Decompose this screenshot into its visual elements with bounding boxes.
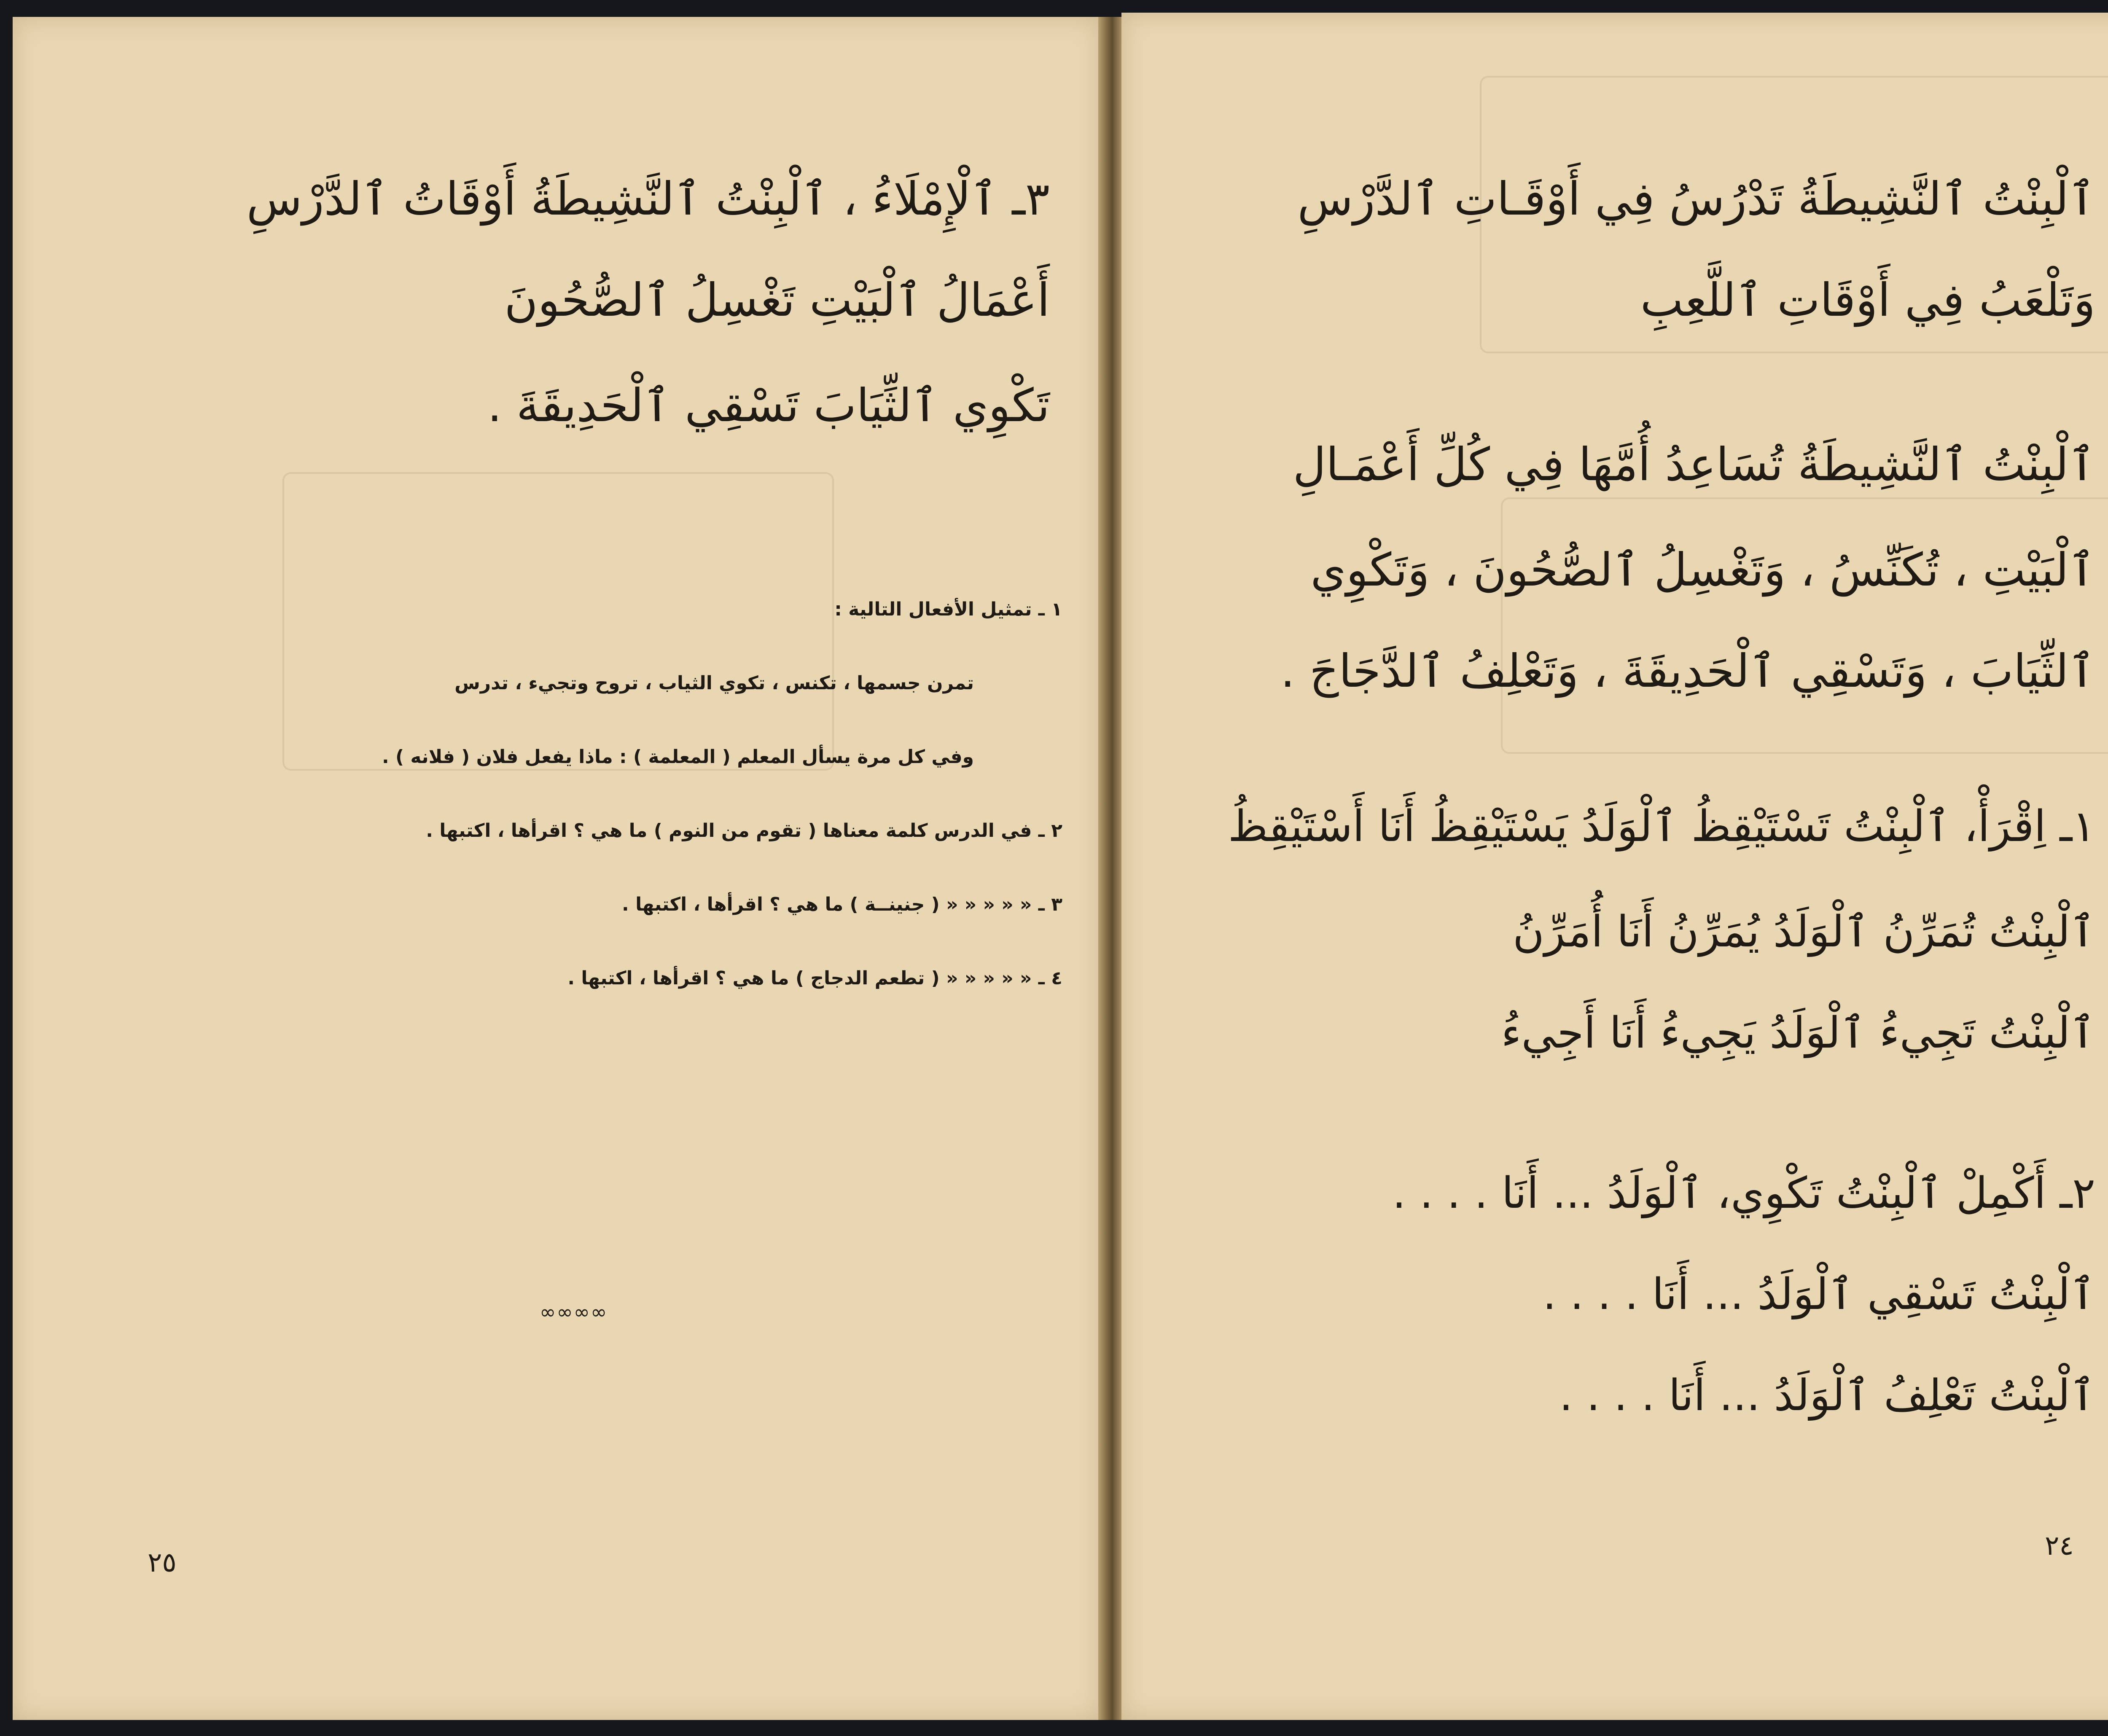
page-number-right: ٢٤: [2045, 1530, 2074, 1561]
dictation-line-1: ٣ـ ٱلْإِمْلَاءُ ، ٱلْبِنْتُ ٱلنَّشِيطَةُ أَوْقَاتُ ٱلدَّرْسِ: [246, 173, 1050, 226]
faded-illustration: [282, 472, 834, 771]
exercise-complete-line-1: ٢ـ أَكْمِلْ ٱلْبِنْتُ تَكْوِي، ٱلْوَلَدُ ... أَنَا . . . .: [1392, 1168, 2095, 1218]
exercise-read-line-1: ١ـ اِقْرَأْ، ٱلْبِنْتُ تَسْتَيْقِظُ ٱلْوَلَدُ يَسْتَيْقِظُ أَنَا أَسْتَيْقِظُ: [1228, 801, 2095, 852]
paragraph-2-line-3: ٱلثِّيَابَ ، وَتَسْقِي ٱلْحَدِيقَةَ ، وَتَعْلِفُ ٱلدَّجَاجَ .: [1280, 645, 2095, 698]
exercise-complete-line-3: ٱلْبِنْتُ تَعْلِفُ ٱلْوَلَدُ ... أَنَا . . . .: [1559, 1371, 2095, 1421]
exercise-read-line-3: ٱلْبِنْتُ تَجِيءُ ٱلْوَلَدُ يَجِيءُ أَنَا أَجِيءُ: [1501, 1008, 2095, 1058]
exercise-1-heading: ١ ـ تمثيل الأفعال التالية :: [834, 599, 1062, 620]
paragraph-1-line-2: وَتَلْعَبُ فِي أَوْقَاتِ ٱللَّعِبِ: [1640, 274, 2095, 327]
faded-illustration: [1501, 497, 2108, 754]
exercise-3: ٣ ـ « « « « « ( جنينــة ) ما هي ؟ اقرأها ، اكتبها .: [622, 894, 1062, 915]
book-gutter: [1098, 17, 1124, 1720]
dictation-line-3: تَكْوِي ٱلثِّيَابَ تَسْقِي ٱلْحَدِيقَةَ .: [487, 379, 1050, 432]
ornament-divider: ∞∞∞∞: [540, 1301, 608, 1323]
exercise-complete-line-2: ٱلْبِنْتُ تَسْقِي ٱلْوَلَدُ ... أَنَا . . . .: [1543, 1269, 2095, 1319]
exercise-read-line-2: ٱلْبِنْتُ تُمَرِّنُ ٱلْوَلَدُ يُمَرِّنُ أَنَا أُمَرِّنُ: [1513, 907, 2095, 957]
exercise-2: ٢ ـ في الدرس كلمة معناها ( تقوم من النوم ) ما هي ؟ اقرأها ، اكتبها .: [426, 820, 1062, 841]
right-page: [1121, 13, 2108, 1720]
page-number-left: ٢٥: [148, 1547, 177, 1578]
exercise-1-verbs: تمرن جسمها ، تكنس ، تكوي الثياب ، تروح وتجيء ، تدرس: [454, 672, 974, 694]
exercise-1-instruction: وفي كل مرة يسأل المعلم ( المعلمة ) : ماذا يفعل فلان ( فلانه ) .: [382, 746, 974, 768]
paragraph-2-line-2: ٱلْبَيْتِ ، تُكَنِّسُ ، وَتَغْسِلُ ٱلصُّحُونَ ، وَتَكْوِي: [1310, 544, 2095, 597]
paragraph-1-line-1: ٱلْبِنْتُ ٱلنَّشِيطَةُ تَدْرُسُ فِي أَوْقَـاتِ ٱلدَّرْسِ: [1297, 173, 2095, 226]
exercise-4: ٤ ـ « « « « « ( تطعم الدجاج ) ما هي ؟ اقرأها ، اكتبها .: [567, 967, 1062, 989]
paragraph-2-line-1: ٱلْبِنْتُ ٱلنَّشِيطَةُ تُسَاعِدُ أُمَّهَا فِي كُلِّ أَعْمَـالِ: [1293, 438, 2095, 491]
left-page: [13, 17, 1100, 1720]
dictation-line-2: أَعْمَالُ ٱلْبَيْتِ تَغْسِلُ ٱلصُّحُونَ: [504, 274, 1050, 327]
